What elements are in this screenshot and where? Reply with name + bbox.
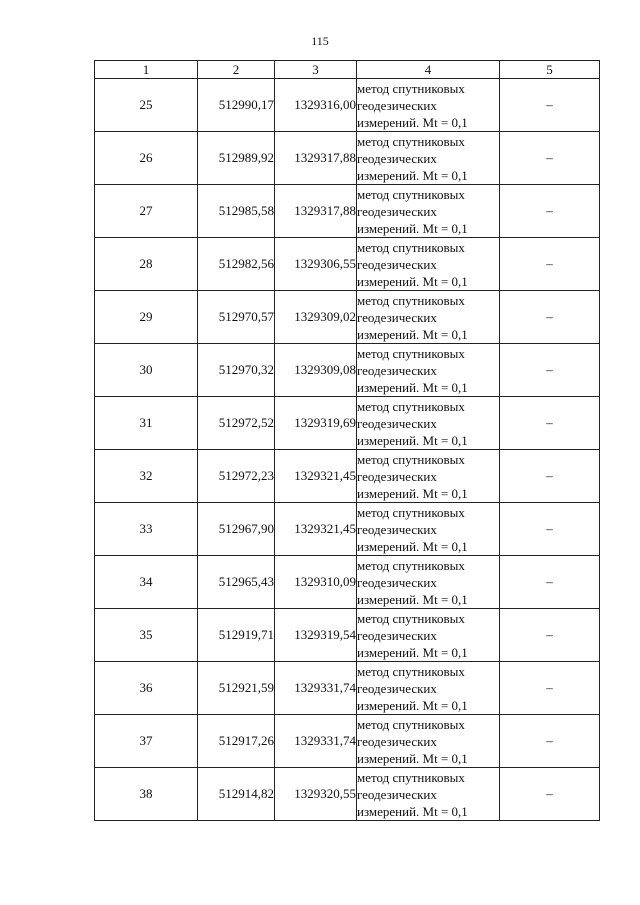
point-number-cell: 27 [95, 185, 198, 238]
point-number-cell: 35 [95, 609, 198, 662]
method-line: измерений. Mt = 0,1 [357, 432, 468, 448]
point-number-cell: 33 [95, 503, 198, 556]
point-number-cell: 31 [95, 397, 198, 450]
method-line: геодезических [357, 786, 437, 802]
table-row [95, 79, 600, 132]
x-coordinate-cell: 512970,57 [198, 291, 275, 344]
method-line: геодезических [357, 680, 437, 696]
table-row [95, 132, 600, 185]
note-cell: – [500, 185, 600, 238]
method-line: геодезических [357, 362, 437, 378]
x-coordinate-cell: 512982,56 [198, 238, 275, 291]
method-cell [357, 132, 500, 185]
x-coordinate-cell: 512914,82 [198, 768, 275, 821]
point-number-cell: 32 [95, 450, 198, 503]
column-header-1: 1 [95, 61, 198, 79]
table-row [95, 344, 600, 397]
y-coordinate-cell: 1329306,55 [275, 238, 357, 291]
method-line: измерений. Mt = 0,1 [357, 591, 468, 607]
point-number-cell: 34 [95, 556, 198, 609]
method-line: измерений. Mt = 0,1 [357, 114, 468, 130]
method-cell [357, 344, 500, 397]
method-cell [357, 238, 500, 291]
method-line: метод спутниковых [357, 186, 465, 202]
method-line: геодезических [357, 150, 437, 166]
note-cell: – [500, 344, 600, 397]
x-coordinate-cell: 512985,58 [198, 185, 275, 238]
x-coordinate-cell: 512972,23 [198, 450, 275, 503]
x-coordinate-cell: 512972,52 [198, 397, 275, 450]
note-cell: – [500, 662, 600, 715]
method-line: метод спутниковых [357, 239, 465, 255]
method-line: измерений. Mt = 0,1 [357, 697, 468, 713]
x-coordinate-cell: 512919,71 [198, 609, 275, 662]
method-line: геодезических [357, 256, 437, 272]
method-line: измерений. Mt = 0,1 [357, 379, 468, 395]
point-number-cell: 38 [95, 768, 198, 821]
point-number-cell: 26 [95, 132, 198, 185]
method-line: геодезических [357, 309, 437, 325]
table-row [95, 768, 600, 821]
y-coordinate-cell: 1329319,54 [275, 609, 357, 662]
method-line: измерений. Mt = 0,1 [357, 803, 468, 819]
note-cell: – [500, 291, 600, 344]
method-line: метод спутниковых [357, 769, 465, 785]
method-line: геодезических [357, 574, 437, 590]
column-header-5: 5 [500, 61, 600, 79]
y-coordinate-cell: 1329321,45 [275, 503, 357, 556]
method-line: геодезических [357, 521, 437, 537]
column-header-2: 2 [198, 61, 275, 79]
x-coordinate-cell: 512989,92 [198, 132, 275, 185]
method-line: метод спутниковых [357, 716, 465, 732]
method-line: метод спутниковых [357, 80, 465, 96]
method-line: измерений. Mt = 0,1 [357, 167, 468, 183]
note-cell: – [500, 556, 600, 609]
table-row [95, 556, 600, 609]
note-cell: – [500, 397, 600, 450]
method-line: метод спутниковых [357, 398, 465, 414]
method-line: геодезических [357, 733, 437, 749]
method-line: геодезических [357, 97, 437, 113]
method-cell [357, 450, 500, 503]
table-body [95, 79, 600, 821]
note-cell: – [500, 450, 600, 503]
y-coordinate-cell: 1329331,74 [275, 715, 357, 768]
note-cell: – [500, 609, 600, 662]
y-coordinate-cell: 1329309,02 [275, 291, 357, 344]
method-cell [357, 609, 500, 662]
method-line: геодезических [357, 415, 437, 431]
note-cell: – [500, 503, 600, 556]
method-line: измерений. Mt = 0,1 [357, 644, 468, 660]
method-line: метод спутниковых [357, 504, 465, 520]
method-line: измерений. Mt = 0,1 [357, 750, 468, 766]
y-coordinate-cell: 1329321,45 [275, 450, 357, 503]
method-line: измерений. Mt = 0,1 [357, 220, 468, 236]
header-row [95, 61, 600, 79]
method-cell [357, 503, 500, 556]
x-coordinate-cell: 512965,43 [198, 556, 275, 609]
method-cell [357, 715, 500, 768]
method-line: метод спутниковых [357, 610, 465, 626]
point-number-cell: 37 [95, 715, 198, 768]
note-cell: – [500, 132, 600, 185]
table-row [95, 503, 600, 556]
table-row [95, 397, 600, 450]
column-header-4: 4 [357, 61, 500, 79]
x-coordinate-cell: 512917,26 [198, 715, 275, 768]
method-cell [357, 291, 500, 344]
method-line: измерений. Mt = 0,1 [357, 273, 468, 289]
method-line: измерений. Mt = 0,1 [357, 538, 468, 554]
note-cell: – [500, 79, 600, 132]
table-row [95, 662, 600, 715]
table-row [95, 609, 600, 662]
method-line: метод спутниковых [357, 451, 465, 467]
method-line: метод спутниковых [357, 133, 465, 149]
note-cell: – [500, 768, 600, 821]
column-header-3: 3 [275, 61, 357, 79]
method-line: метод спутниковых [357, 663, 465, 679]
method-cell [357, 397, 500, 450]
y-coordinate-cell: 1329309,08 [275, 344, 357, 397]
y-coordinate-cell: 1329316,00 [275, 79, 357, 132]
x-coordinate-cell: 512990,17 [198, 79, 275, 132]
table-row [95, 185, 600, 238]
coordinates-table [94, 60, 600, 821]
method-cell [357, 185, 500, 238]
note-cell: – [500, 238, 600, 291]
table-row [95, 291, 600, 344]
table-row [95, 238, 600, 291]
point-number-cell: 29 [95, 291, 198, 344]
method-line: геодезических [357, 203, 437, 219]
point-number-cell: 36 [95, 662, 198, 715]
table-row [95, 450, 600, 503]
method-line: метод спутниковых [357, 292, 465, 308]
table-row [95, 715, 600, 768]
y-coordinate-cell: 1329310,09 [275, 556, 357, 609]
note-cell: – [500, 715, 600, 768]
method-cell [357, 768, 500, 821]
method-line: геодезических [357, 468, 437, 484]
method-line: метод спутниковых [357, 345, 465, 361]
y-coordinate-cell: 1329331,74 [275, 662, 357, 715]
y-coordinate-cell: 1329320,55 [275, 768, 357, 821]
method-line: измерений. Mt = 0,1 [357, 326, 468, 342]
method-cell [357, 79, 500, 132]
method-line: измерений. Mt = 0,1 [357, 485, 468, 501]
point-number-cell: 30 [95, 344, 198, 397]
method-cell [357, 556, 500, 609]
point-number-cell: 25 [95, 79, 198, 132]
x-coordinate-cell: 512970,32 [198, 344, 275, 397]
y-coordinate-cell: 1329317,88 [275, 132, 357, 185]
method-cell [357, 662, 500, 715]
page-number: 115 [311, 34, 329, 48]
y-coordinate-cell: 1329317,88 [275, 185, 357, 238]
method-line: геодезических [357, 627, 437, 643]
table-header [95, 61, 600, 79]
x-coordinate-cell: 512967,90 [198, 503, 275, 556]
method-line: метод спутниковых [357, 557, 465, 573]
x-coordinate-cell: 512921,59 [198, 662, 275, 715]
y-coordinate-cell: 1329319,69 [275, 397, 357, 450]
point-number-cell: 28 [95, 238, 198, 291]
